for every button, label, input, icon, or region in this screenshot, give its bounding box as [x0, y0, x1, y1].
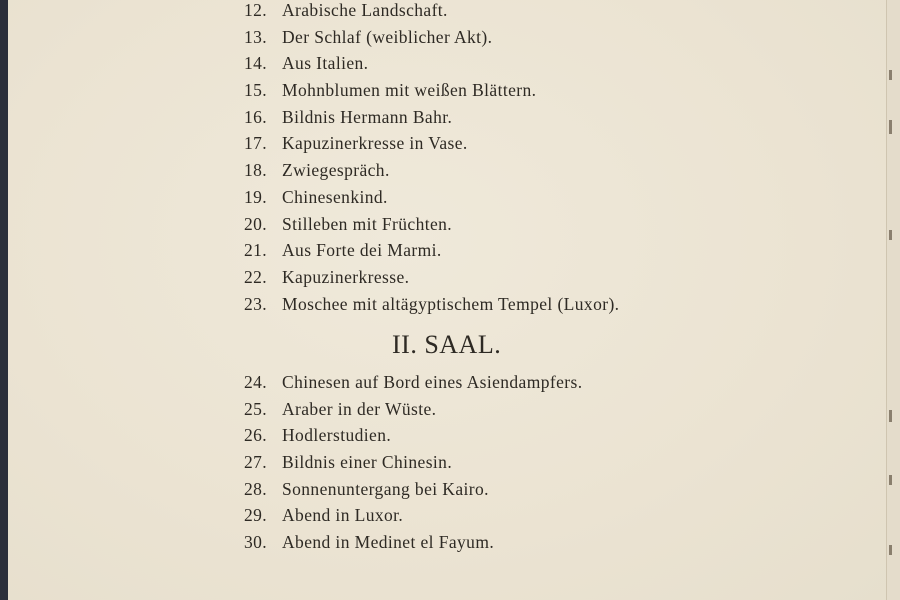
item-title: Kapuzinerkresse in Vase. [282, 133, 468, 154]
item-number: 12. [244, 0, 268, 20]
item-number: 15. [244, 80, 268, 101]
item-title: Kapuzinerkresse. [282, 266, 410, 287]
list-item [244, 157, 619, 184]
binding-mark [889, 230, 892, 240]
item-number: 23. [244, 293, 268, 314]
item-title: Abend in Luxor. [282, 505, 404, 526]
item-number: 22. [244, 266, 268, 287]
item-number: 18. [244, 160, 268, 181]
binding-mark [889, 70, 892, 80]
list-item [244, 50, 619, 77]
list-item [244, 396, 582, 423]
list-item [244, 237, 619, 264]
list-item [244, 291, 619, 318]
page-edge [886, 0, 900, 600]
binding-mark [889, 410, 892, 422]
item-title: Abend in Medinet el Fayum. [282, 532, 495, 553]
list-item [244, 130, 619, 157]
list-item [244, 184, 619, 211]
item-number: 20. [244, 213, 268, 234]
item-title: Chinesenkind. [282, 186, 388, 207]
item-number: 16. [244, 106, 268, 127]
item-title: Moschee mit altägyptischem Tempel (Luxor). [282, 293, 620, 314]
item-title: Stilleben mit Früchten. [282, 213, 453, 234]
binding-mark [889, 120, 892, 134]
item-title: Zwiegespräch. [282, 160, 390, 181]
item-title: Bildnis einer Chinesin. [282, 452, 453, 473]
item-title: Bildnis Hermann Bahr. [282, 106, 453, 127]
binding-mark [889, 475, 892, 485]
list-item [244, 264, 619, 291]
catalog-page [8, 0, 888, 600]
item-title: Sonnenuntergang bei Kairo. [282, 478, 489, 499]
item-number: 14. [244, 53, 268, 74]
item-number: 13. [244, 26, 268, 47]
item-number: 28. [244, 478, 268, 499]
list-item [244, 77, 619, 104]
list-item [244, 502, 582, 529]
item-number: 27. [244, 452, 268, 473]
binding-mark [889, 545, 892, 555]
item-number: 24. [244, 372, 268, 392]
item-title: Arabische Landschaft. [282, 0, 448, 20]
list-item [244, 24, 619, 51]
catalog-list-section-2 [244, 369, 582, 556]
list-item [244, 0, 619, 24]
item-title: Der Schlaf (weiblicher Akt). [282, 26, 493, 47]
item-title: Araber in der Wüste. [282, 398, 437, 419]
item-title: Aus Italien. [282, 53, 369, 74]
section-heading: II. SAAL. [392, 330, 502, 359]
item-number: 26. [244, 425, 268, 446]
list-item [244, 211, 619, 238]
item-number: 25. [244, 398, 268, 419]
item-number: 30. [244, 532, 268, 553]
item-number: 17. [244, 133, 268, 154]
list-item [244, 529, 582, 556]
item-number: 21. [244, 240, 268, 261]
item-number: 29. [244, 505, 268, 526]
list-item [244, 422, 582, 449]
item-title: Aus Forte dei Marmi. [282, 240, 442, 261]
item-title: Chinesen auf Bord eines Asiendampfers. [282, 372, 583, 392]
item-title: Hodlerstudien. [282, 425, 392, 446]
list-item [244, 369, 582, 396]
catalog-list-section-1 [244, 0, 619, 317]
list-item [244, 476, 582, 503]
item-title: Mohnblumen mit weißen Blättern. [282, 80, 537, 101]
item-number: 19. [244, 186, 268, 207]
list-item [244, 449, 582, 476]
list-item [244, 104, 619, 131]
